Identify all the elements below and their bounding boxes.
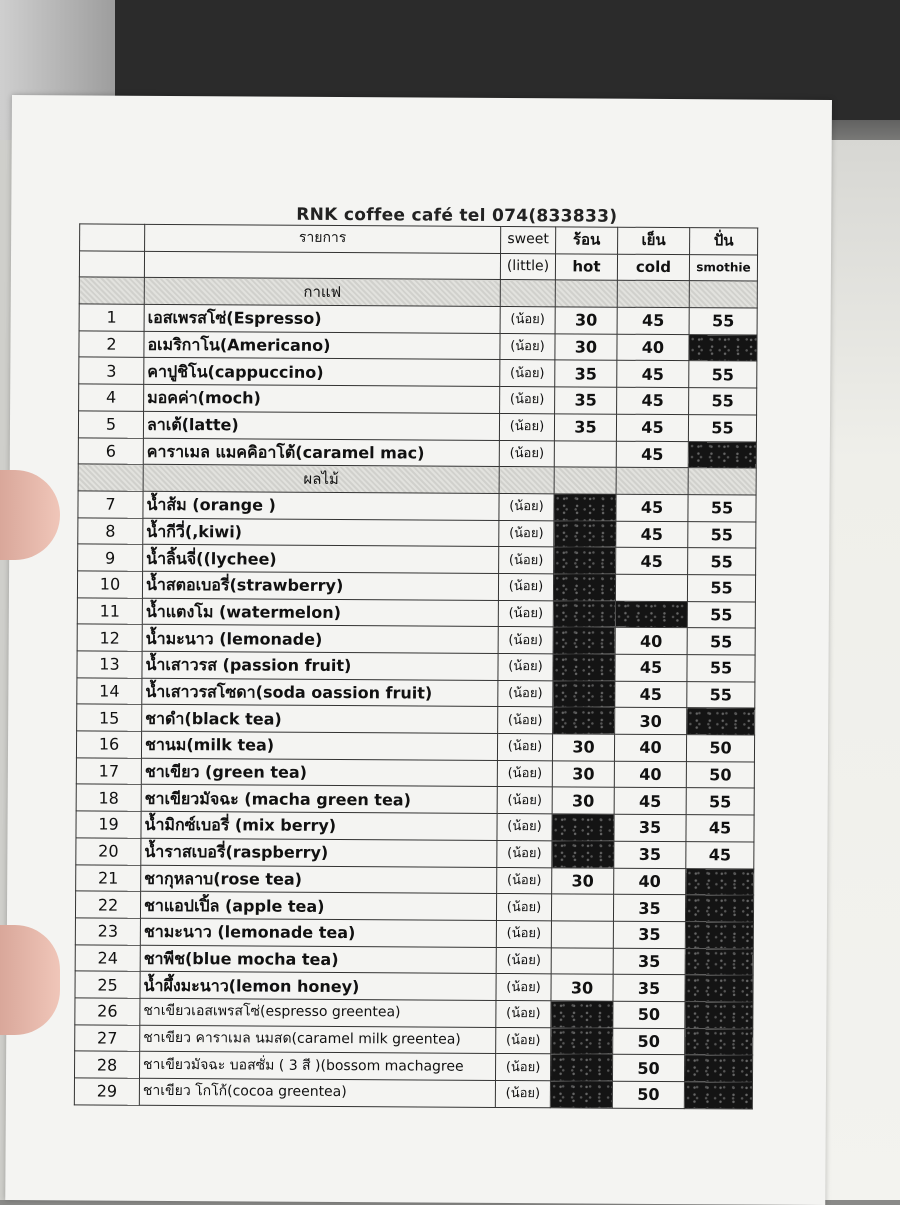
menu-row [75,918,753,949]
item-name: น้ำส้ม (orange ) [143,491,499,520]
item-number: 11 [77,598,142,625]
item-name: น้ำกีวี่(,kiwi) [143,518,499,547]
item-name: คาราเมล แมคคิอาโต้(caramel mac) [143,438,499,467]
menu-row [79,357,757,388]
item-price-hot: 30 [552,734,614,761]
item-price-cold: 35 [613,921,685,948]
item-price-hot: 30 [551,974,613,1001]
item-sweet: (น้อย) [496,920,551,947]
category-blank [500,280,555,307]
menu-row [75,1025,753,1056]
category-row [78,464,756,495]
menu-row [77,678,755,709]
item-number: 14 [77,678,142,705]
category-blank [78,464,143,491]
item-price-cold: 40 [614,734,686,761]
item-number: 16 [76,731,141,758]
item-price-cold [615,601,687,628]
item-name: น้ำแตงโม (watermelon) [142,598,498,627]
item-sweet: (น้อย) [498,680,553,707]
item-sweet: (น้อย) [496,1000,551,1027]
item-sweet: (น้อย) [500,360,555,387]
item-name: น้ำมิกซ์เบอรี่ (mix berry) [141,811,497,840]
item-name: ชาดำ(black tea) [142,705,498,734]
header-row-2 [79,251,757,282]
item-number: 25 [75,971,140,998]
item-price-hot [553,681,615,708]
menu-row [75,891,753,922]
category-label: กาแฟ [144,278,500,307]
item-number: 20 [76,838,141,865]
item-number: 29 [74,1078,139,1105]
item-price-hot [553,627,615,654]
item-price-cold: 50 [613,1028,685,1055]
item-price-cold: 35 [613,894,685,921]
item-price-cold: 40 [614,761,686,788]
header-smoothie-th: ปั่น [690,228,758,255]
item-sweet: (น้อย) [496,1027,551,1054]
item-price-smoothie [685,895,753,922]
item-sweet: (น้อย) [500,387,555,414]
item-price-hot [550,1081,612,1108]
item-number: 10 [77,571,142,598]
item-sweet: (น้อย) [497,787,552,814]
item-price-cold: 45 [616,414,688,441]
header-cold-th: เย็น [618,227,690,254]
item-number: 27 [75,1025,140,1052]
item-name: น้ำสตอเบอรี่(strawberry) [142,571,498,600]
item-price-hot [551,1027,613,1054]
item-name: ชากุหลาบ(rose tea) [141,865,497,894]
item-price-smoothie: 55 [689,308,757,335]
category-blank [616,467,688,494]
item-sweet: (น้อย) [497,867,552,894]
menu-row [78,437,756,468]
item-price-hot [553,707,615,734]
item-price-cold: 50 [612,1054,684,1081]
item-price-smoothie: 55 [687,655,755,682]
item-number: 9 [78,544,143,571]
item-price-smoothie: 55 [686,788,754,815]
item-number: 13 [77,651,142,678]
item-name: ชาเขียวเอสเพรสโซ่(espresso greentea) [140,998,496,1027]
item-price-hot [553,574,615,601]
item-price-smoothie: 55 [687,575,755,602]
item-price-hot [553,600,615,627]
item-price-cold: 45 [616,547,688,574]
menu-sheet [5,95,832,1205]
category-blank [499,467,554,494]
item-name: คาปูชิโน(cappuccino) [144,358,500,387]
menu-row [76,864,754,895]
item-price-smoothie: 55 [688,495,756,522]
item-sweet: (น้อย) [499,493,554,520]
item-sweet: (น้อย) [499,547,554,574]
item-price-cold: 45 [616,521,688,548]
item-name: น้ำมะนาว (lemonade) [142,625,498,654]
item-price-smoothie: 45 [686,841,754,868]
item-name: ชาเขียว โกโก้(cocoa greentea) [139,1078,495,1107]
menu-row [79,384,757,415]
menu-row [76,731,754,762]
item-sweet: (น้อย) [496,894,551,921]
item-name: น้ำเสาวรสโซดา(soda oassion fruit) [142,678,498,707]
item-number: 5 [78,411,143,438]
header-hot-th: ร้อน [556,227,618,254]
header-sweet: sweet [501,226,556,253]
item-price-cold: 45 [615,681,687,708]
menu-row [78,544,756,575]
item-number: 2 [79,331,144,358]
item-name: ชานม(milk tea) [141,731,497,760]
item-price-cold: 45 [616,494,688,521]
item-price-hot: 30 [552,761,614,788]
item-price-hot [552,814,614,841]
category-blank [554,467,616,494]
menu-row [76,784,754,815]
item-name: อเมริกาโน(Americano) [144,331,500,360]
header-smoothie-en: smothie [689,254,757,281]
item-name: ชาเขียว คาราเมล นมสด(caramel milk greentea) [140,1025,496,1054]
item-number: 7 [78,491,143,518]
item-sweet: (น้อย) [496,947,551,974]
header-cold-en: cold [617,254,689,281]
item-price-cold: 40 [617,334,689,361]
item-price-hot: 30 [555,307,617,334]
item-price-smoothie: 50 [686,761,754,788]
item-number: 15 [77,704,142,731]
item-sweet: (น้อย) [499,440,554,467]
item-name: ชาพีช(blue mocha tea) [140,945,496,974]
item-number: 24 [75,944,140,971]
item-price-smoothie: 45 [686,815,754,842]
item-price-smoothie [688,441,756,468]
item-sweet: (น้อย) [497,840,552,867]
header-name: รายการ [145,224,501,253]
item-number: 12 [77,624,142,651]
item-number: 22 [75,891,140,918]
item-price-smoothie [685,1002,753,1029]
item-price-cold: 50 [612,1081,684,1108]
item-price-smoothie: 55 [689,388,757,415]
item-price-cold: 35 [614,814,686,841]
category-label: ผลไม้ [143,464,499,493]
item-price-cold: 30 [615,708,687,735]
menu-row [76,811,754,842]
menu-row [76,838,754,869]
item-name: เอสเพรสโซ่(Espresso) [144,304,500,333]
item-price-hot: 35 [554,414,616,441]
item-number: 19 [76,811,141,838]
menu-row [76,758,754,789]
item-price-hot [553,654,615,681]
menu-row [77,598,755,629]
item-price-hot [551,921,613,948]
item-sweet: (น้อย) [498,627,553,654]
item-sweet: (น้อย) [497,734,552,761]
category-blank [79,277,144,304]
item-number: 17 [76,758,141,785]
item-number: 18 [76,784,141,811]
item-price-smoothie: 50 [686,735,754,762]
item-price-cold: 45 [617,361,689,388]
header-no [80,224,145,251]
item-price-hot: 35 [555,360,617,387]
item-name: ชาเขียวมัจฉะ (macha green tea) [141,785,497,814]
item-sweet: (น้อย) [498,573,553,600]
item-number: 4 [79,384,144,411]
menu-table [74,223,758,1109]
item-name: ชามะนาว (lemonade tea) [140,918,496,947]
item-sweet: (น้อย) [498,707,553,734]
item-sweet: (น้อย) [495,1080,550,1107]
item-number: 8 [78,517,143,544]
item-name: ชาเขียว (green tea) [141,758,497,787]
item-price-hot [552,841,614,868]
item-price-cold: 50 [613,1001,685,1028]
item-price-smoothie [685,1028,753,1055]
item-price-cold [615,574,687,601]
item-price-hot: 30 [552,867,614,894]
item-price-smoothie: 55 [688,548,756,575]
item-sweet: (น้อย) [500,333,555,360]
menu-row [77,651,755,682]
menu-row [77,624,755,655]
menu-row [79,304,757,335]
item-sweet: (น้อย) [495,1054,550,1081]
item-name: น้ำเสาวรส (passion fruit) [142,651,498,680]
item-price-smoothie: 55 [687,601,755,628]
item-name: มอคค่า(moch) [144,384,500,413]
menu-row [74,1051,752,1082]
item-sweet: (น้อย) [499,520,554,547]
item-price-smoothie: 55 [688,521,756,548]
header-row-1 [80,224,758,255]
category-row [79,277,757,308]
item-price-hot [551,894,613,921]
category-blank [555,280,617,307]
item-price-cold: 45 [616,441,688,468]
item-price-hot [554,520,616,547]
menu-row [75,971,753,1002]
item-sweet: (น้อย) [498,653,553,680]
item-name: ลาเต้(latte) [143,411,499,440]
item-sweet: (น้อย) [499,413,554,440]
item-price-hot: 30 [555,334,617,361]
item-price-smoothie: 55 [687,681,755,708]
item-price-smoothie [684,1082,752,1109]
item-sweet: (น้อย) [498,600,553,627]
menu-row [78,517,756,548]
category-blank [688,468,756,495]
menu-row [78,491,756,522]
item-sweet: (น้อย) [497,760,552,787]
item-price-cold: 35 [614,841,686,868]
item-sweet: (น้อย) [500,307,555,334]
item-price-smoothie [686,868,754,895]
item-price-smoothie: 55 [689,361,757,388]
header-name-2 [144,251,500,280]
item-number: 3 [79,357,144,384]
item-price-hot [554,547,616,574]
menu-title: RNK coffee café tel 074(833833) [296,204,618,227]
menu-row [74,1078,752,1109]
item-number: 23 [75,918,140,945]
item-price-cold: 45 [615,654,687,681]
item-price-hot [554,494,616,521]
item-price-smoothie [685,948,753,975]
item-price-smoothie: 55 [688,414,756,441]
item-name: น้ำราสเบอรี่(raspberry) [141,838,497,867]
item-price-smoothie [687,708,755,735]
item-name: ชาเขียวมัจฉะ บอสซั่ม ( 3 สี )(bossom machagree [139,1052,495,1081]
item-number: 28 [74,1051,139,1078]
item-price-cold: 45 [614,788,686,815]
item-price-hot [551,1001,613,1028]
menu-row [77,704,755,735]
item-price-cold: 40 [614,868,686,895]
item-sweet: (น้อย) [496,974,551,1001]
item-sweet: (น้อย) [497,814,552,841]
menu-row [77,571,755,602]
item-price-smoothie [689,334,757,361]
menu-row [75,944,753,975]
item-price-cold: 35 [613,948,685,975]
item-price-cold: 35 [613,974,685,1001]
item-name: ชาแอปเปิ้ล (apple tea) [140,891,496,920]
item-price-smoothie [685,975,753,1002]
item-price-hot [550,1054,612,1081]
item-number: 1 [79,304,144,331]
item-price-hot [551,947,613,974]
item-price-smoothie [684,1055,752,1082]
menu-row [75,998,753,1029]
category-blank [689,281,757,308]
item-price-cold: 45 [617,387,689,414]
item-price-hot [554,440,616,467]
item-number: 6 [78,437,143,464]
item-price-cold: 40 [615,628,687,655]
item-name: น้ำผึ้งมะนาว(lemon honey) [140,972,496,1001]
menu-row [79,331,757,362]
category-blank [617,281,689,308]
item-price-hot: 30 [552,787,614,814]
header-sweet-2: (little) [500,253,555,280]
item-name: น้ำลิ้นจี่((lychee) [143,545,499,574]
item-price-cold: 45 [617,307,689,334]
item-number: 26 [75,998,140,1025]
item-price-hot: 35 [555,387,617,414]
header-no-2 [79,251,144,278]
menu-row [78,411,756,442]
item-number: 21 [76,864,141,891]
header-hot-en: hot [555,254,617,281]
item-price-smoothie [685,922,753,949]
item-price-smoothie: 55 [687,628,755,655]
